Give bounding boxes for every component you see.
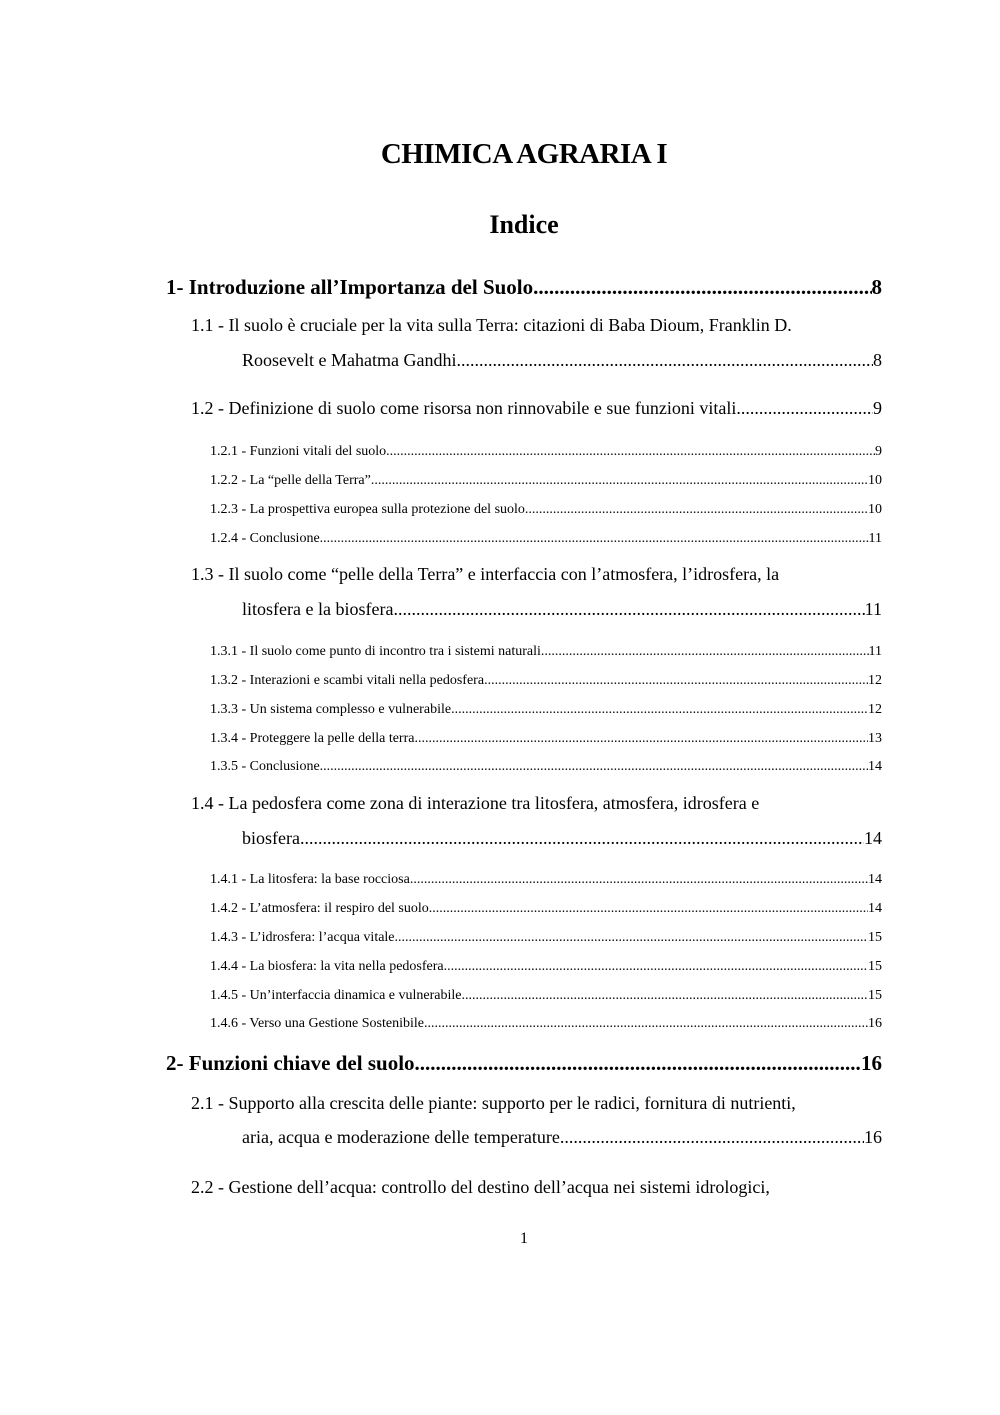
dot-leader [533,275,871,300]
dot-leader [320,531,869,547]
toc-entry-title: litosfera e la biosfera [242,599,394,619]
toc-entry-title: 1- Introduzione all’Importanza del Suolo [166,275,534,299]
dot-leader [451,702,868,718]
dot-leader [736,398,873,419]
toc-entry-page: 13 [868,731,882,746]
dot-leader [410,872,868,888]
toc-entry-page: 10 [868,502,882,517]
toc-entry-title: 2- Funzioni chiave del suolo [166,1051,415,1075]
toc-entry-title: 1.2.2 - La “pelle della Terra” [210,473,371,488]
toc-entry-title: 1.2 - Definizione di suolo come risorsa non rinnovabile e sue funzioni vitali [191,398,737,418]
toc-entry-title: 1.3.1 - Il suolo come punto di incontro tra i sistemi naturali [210,644,541,659]
toc-entry-level-3[interactable] [210,930,882,946]
toc-entry-level-1[interactable] [166,275,882,300]
toc-entry-level-2[interactable] [242,599,882,620]
toc-entry-title: 1.3.4 - Proteggere la pelle della terra [210,731,415,746]
toc-entry-title: 1.4.5 - Un’interfaccia dinamica e vulnerabile [210,988,462,1003]
toc-entry-level-2[interactable] [242,828,882,849]
toc-entry-level-2[interactable] [191,398,882,419]
toc-entry-level-3[interactable] [210,531,882,547]
dot-leader [415,1051,861,1076]
dot-leader [320,759,868,775]
toc-entry-line[interactable]: 1.1 - Il suolo è cruciale per la vita sulla Terra: citazioni di Baba Dioum, Franklin D. [191,315,792,335]
dot-leader [386,444,875,460]
toc-entry-level-2[interactable] [242,350,882,371]
toc-entry-level-3[interactable] [210,1016,882,1032]
dot-leader [444,959,868,975]
dot-leader [456,350,873,371]
dot-leader [560,1127,864,1148]
toc-entry-page: 12 [868,702,882,717]
toc-entry-title: 1.2.3 - La prospettiva europea sulla protezione del suolo [210,502,525,517]
toc-entry-page: 8 [871,275,882,299]
toc-entry-level-3[interactable] [210,731,882,747]
toc-entry-page: 9 [873,398,882,418]
toc-entry-page: 11 [868,531,882,546]
toc-entry-title: 1.4.3 - L’idrosfera: l’acqua vitale [210,930,395,945]
index-heading: Indice [489,210,559,239]
toc-entry-title: 1.3.5 - Conclusione [210,759,320,774]
toc-entry-level-3[interactable] [210,759,882,775]
toc-entry-page: 14 [868,901,882,916]
toc-entry-page: 9 [875,444,882,459]
toc-entry-level-3[interactable] [210,988,882,1004]
toc-entry-line[interactable]: 2.2 - Gestione dell’acqua: controllo del destino dell’acqua nei sistemi idrologici, [191,1177,770,1197]
toc-entry-line[interactable]: 1.3 - Il suolo come “pelle della Terra” e interfaccia con l’atmosfera, l’idrosfera, la [191,564,780,584]
dot-leader [393,599,864,620]
dot-leader [462,988,869,1004]
toc-entry-title: 1.2.1 - Funzioni vitali del suolo [210,444,387,459]
page-number: 1 [520,1230,528,1247]
toc-entry-page: 16 [861,1051,882,1075]
dot-leader [541,644,869,660]
toc-entry-title: biosfera [242,828,300,848]
toc-entry-page: 11 [864,599,882,619]
toc-entry-level-2[interactable] [242,1127,882,1148]
toc-entry-level-3[interactable] [210,673,882,689]
toc-entry-page: 14 [864,828,882,848]
toc-entry-level-3[interactable] [210,473,882,489]
dot-leader [395,930,868,946]
toc-entry-page: 16 [864,1127,882,1147]
toc-entry-page: 15 [868,959,882,974]
dot-leader [429,901,868,917]
toc-entry-page: 14 [868,872,882,887]
toc-entry-page: 15 [868,930,882,945]
document-title: CHIMICA AGRARIA I [380,138,668,170]
toc-entry-title: aria, acqua e moderazione delle temperature [242,1127,560,1147]
dot-leader [300,828,864,849]
dot-leader [414,731,868,747]
toc-entry-level-3[interactable] [210,959,882,975]
dot-leader [424,1016,868,1032]
toc-entry-page: 14 [868,759,882,774]
toc-entry-title: 1.4.2 - L’atmosfera: il respiro del suolo [210,901,429,916]
toc-entry-title: 1.4.1 - La litosfera: la base rocciosa [210,872,410,887]
toc-entry-page: 15 [868,988,882,1003]
toc-entry-title: 1.4.6 - Verso una Gestione Sostenibile [210,1016,424,1031]
toc-entry-line[interactable]: 1.4 - La pedosfera come zona di interazione tra litosfera, atmosfera, idrosfera e [191,793,760,813]
toc-entry-line[interactable]: 2.1 - Supporto alla crescita delle piante: supporto per le radici, fornitura di nutrienti, [191,1093,796,1113]
toc-entry-level-3[interactable] [210,702,882,718]
toc-entry-level-3[interactable] [210,502,882,518]
dot-leader [371,473,868,489]
toc-entry-title: 1.2.4 - Conclusione [210,531,320,546]
toc-entry-level-3[interactable] [210,872,882,888]
toc-entry-page: 11 [868,644,882,659]
toc-entry-level-1[interactable] [166,1051,882,1076]
toc-entry-level-3[interactable] [210,444,882,460]
toc-entry-level-3[interactable] [210,901,882,917]
toc-entry-title: 1.3.3 - Un sistema complesso e vulnerabile [210,702,452,717]
toc-entry-title: 1.4.4 - La biosfera: la vita nella pedosfera [210,959,444,974]
toc-entry-title: Roosevelt e Mahatma Gandhi [242,350,457,370]
dot-leader [484,673,868,689]
toc-entry-page: 10 [868,473,882,488]
toc-entry-page: 12 [868,673,882,688]
toc-entry-page: 8 [873,350,882,370]
toc-entry-title: 1.3.2 - Interazioni e scambi vitali nella pedosfera [210,673,485,688]
toc-entry-level-3[interactable] [210,644,882,660]
toc-entry-page: 16 [868,1016,882,1031]
dot-leader [525,502,868,518]
